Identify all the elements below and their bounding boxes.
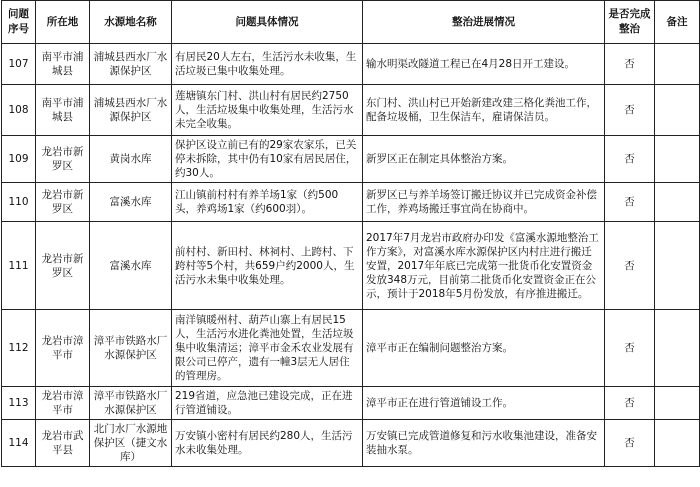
cell-problem: 万安镇小密村有居民约280人，生活污水未收集处理。 <box>172 420 363 467</box>
cell-done: 否 <box>605 183 655 222</box>
header-source: 水源地名称 <box>90 1 172 44</box>
cell-note <box>655 387 700 420</box>
cell-problem: 南洋镇暖州村、葫芦山寨上有居民15人，生活污水进化粪池处置，生活垃圾集中收集清运；漳平市金禾农业发展有限公司已停产，遗有一幢3层无人居住的管理房。 <box>172 310 363 387</box>
cell-note <box>655 310 700 387</box>
cell-no: 111 <box>2 222 36 310</box>
cell-no: 108 <box>2 85 36 136</box>
cell-no: 112 <box>2 310 36 387</box>
cell-source: 富溪水库 <box>90 183 172 222</box>
table-row <box>2 136 700 183</box>
header-done: 是否完成整治 <box>605 1 655 44</box>
cell-done: 否 <box>605 420 655 467</box>
cell-location: 龙岩市新罗区 <box>36 222 90 310</box>
cell-progress: 新罗区正在制定具体整治方案。 <box>363 136 605 183</box>
cell-source: 黄岗水库 <box>90 136 172 183</box>
cell-no: 114 <box>2 420 36 467</box>
cell-note <box>655 85 700 136</box>
header-no: 问题序号 <box>2 1 36 44</box>
cell-no: 110 <box>2 183 36 222</box>
table-row <box>2 387 700 420</box>
table-row <box>2 310 700 387</box>
table-row <box>2 222 700 310</box>
table-row <box>2 420 700 467</box>
cell-note <box>655 222 700 310</box>
cell-done: 否 <box>605 387 655 420</box>
cell-done: 否 <box>605 310 655 387</box>
cell-no: 113 <box>2 387 36 420</box>
cell-progress: 2017年7月龙岩市政府办印发《富溪水源地整治工作方案》，对富溪水库水源保护区内村庄进行搬迁安置，2017年年底已完成第一批货币化安置资金发放348万元，目前第二批货币化安置资金正在公示，预计于2018年5月份发放，有序推进搬迁。 <box>363 222 605 310</box>
cell-problem: 莲塘镇东门村、洪山村有居民约2750人，生活垃圾集中收集处理，生活污水未完全收集。 <box>172 85 363 136</box>
cell-done: 否 <box>605 136 655 183</box>
cell-note <box>655 420 700 467</box>
cell-location: 龙岩市新罗区 <box>36 136 90 183</box>
header-note: 备注 <box>655 1 700 44</box>
rectification-table <box>1 0 700 467</box>
cell-progress: 漳平市正在进行管道铺设工作。 <box>363 387 605 420</box>
cell-source: 漳平市铁路水厂水源保护区 <box>90 310 172 387</box>
table-row <box>2 85 700 136</box>
cell-problem: 有居民20人左右，生活污水未收集，生活垃圾已集中收集处理。 <box>172 44 363 85</box>
cell-no: 109 <box>2 136 36 183</box>
cell-problem: 219省道，应急池已建设完成，正在进行管道铺设。 <box>172 387 363 420</box>
header-progress: 整治进展情况 <box>363 1 605 44</box>
cell-done: 否 <box>605 222 655 310</box>
cell-location: 龙岩市漳平市 <box>36 310 90 387</box>
cell-no: 107 <box>2 44 36 85</box>
cell-done: 否 <box>605 44 655 85</box>
cell-progress: 漳平市正在编制问题整治方案。 <box>363 310 605 387</box>
cell-location: 龙岩市漳平市 <box>36 387 90 420</box>
cell-progress: 输水明渠改隧道工程已在4月28日开工建设。 <box>363 44 605 85</box>
cell-progress: 万安镇已完成管道修复和污水收集池建设，准备安装抽水泵。 <box>363 420 605 467</box>
table-row <box>2 44 700 85</box>
header-problem: 问题具体情况 <box>172 1 363 44</box>
cell-source: 漳平市铁路水厂水源保护区 <box>90 387 172 420</box>
cell-progress: 新罗区已与养羊场签订搬迁协议并已完成资金补偿工作，养鸡场搬迁事宜尚在协商中。 <box>363 183 605 222</box>
cell-source: 浦城县西水厂水源保护区 <box>90 44 172 85</box>
table-row <box>2 183 700 222</box>
cell-note <box>655 183 700 222</box>
cell-source: 富溪水库 <box>90 222 172 310</box>
cell-done: 否 <box>605 85 655 136</box>
cell-progress: 东门村、洪山村已开始新建改建三格化粪池工作，配备垃圾桶，卫生保洁车，雇请保洁员。 <box>363 85 605 136</box>
cell-source: 北门水厂水源地保护区（捷文水库） <box>90 420 172 467</box>
cell-location: 龙岩市新罗区 <box>36 183 90 222</box>
header-location: 所在地 <box>36 1 90 44</box>
cell-problem: 前村村、新田村、林祠村、上跨村、下跨村等5个村，共659户约2000人，生活污水未集中收集处理。 <box>172 222 363 310</box>
cell-location: 南平市浦城县 <box>36 44 90 85</box>
cell-location: 南平市浦城县 <box>36 85 90 136</box>
cell-note <box>655 136 700 183</box>
cell-note <box>655 44 700 85</box>
header-row <box>2 1 700 44</box>
cell-problem: 保护区设立前已有的29家农家乐，已关停未拆除，其中仍有10家有居民居住，约30人。 <box>172 136 363 183</box>
cell-source: 浦城县西水厂水源保护区 <box>90 85 172 136</box>
cell-problem: 江山镇前村村有养羊场1家（约500头，养鸡场1家（约600羽）。 <box>172 183 363 222</box>
cell-location: 龙岩市武平县 <box>36 420 90 467</box>
